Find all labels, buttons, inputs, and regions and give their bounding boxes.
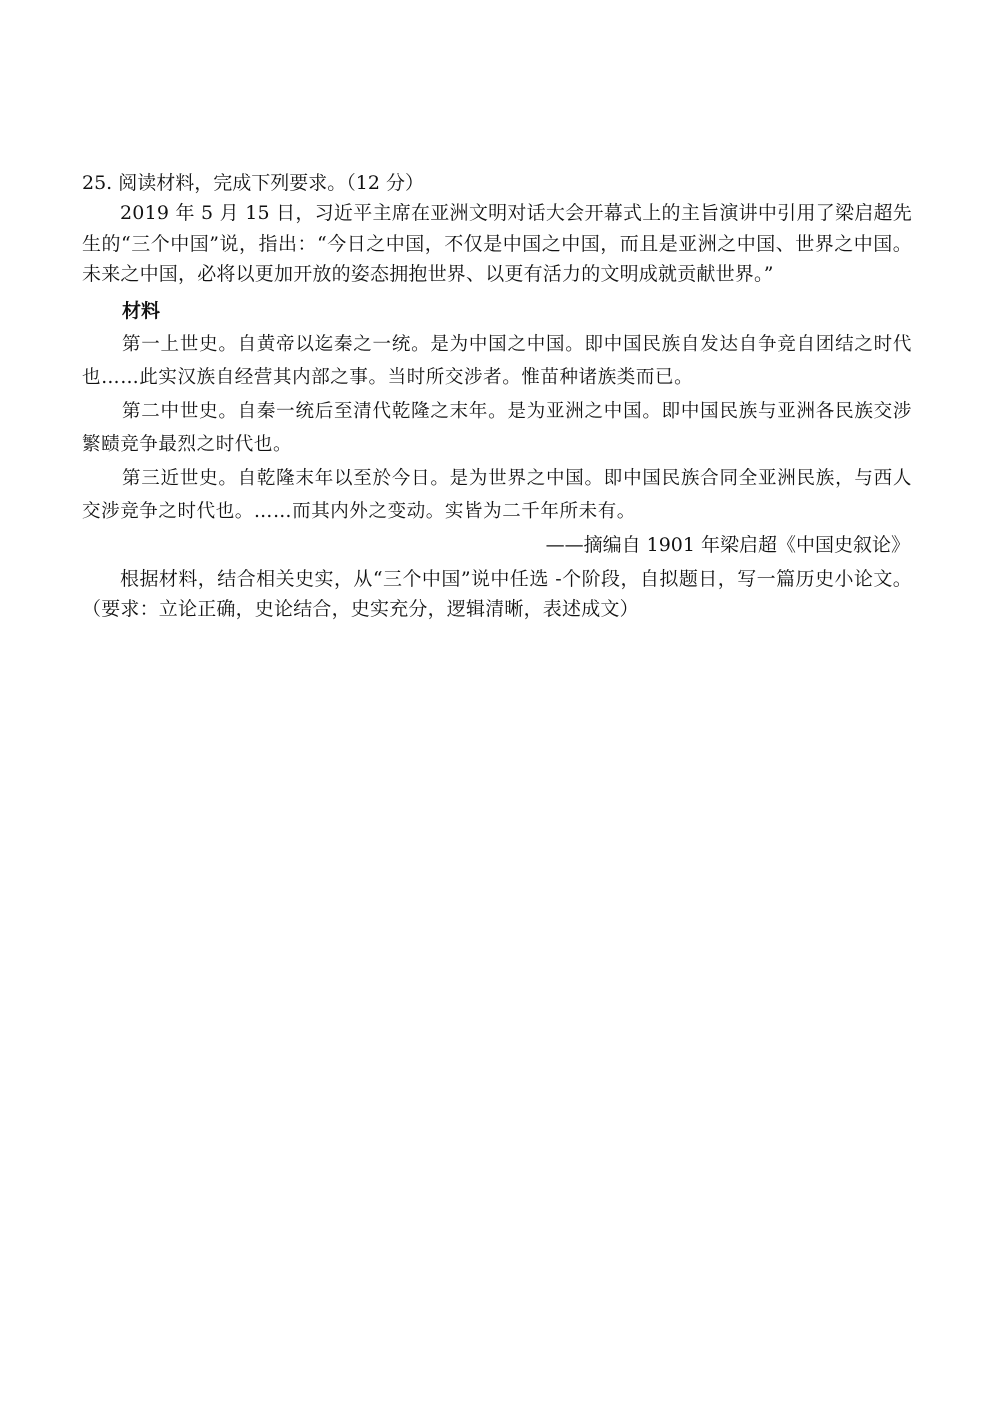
material-title: 材料 [122,299,161,322]
material-paragraph-2: 第二中世史。自秦一统后至清代乾隆之末年。是为亚洲之中国。即中国民族与亚洲各民族交涉繁赜竞争最烈之时代也。 [82,400,912,455]
question-header: 25. 阅读材料，完成下列要求。（12 分） [82,172,424,194]
task-instruction: 根据材料，结合相关史实，从“三个中国”说中任选 -个阶段，自拟题日，写一篇历史小论文。（要求：立论正确，史论结合，史实充分，逻辑清晰，表述成文） [82,567,912,620]
material-paragraph-3: 第三近世史。自乾隆末年以至於今日。是为世界之中国。即中国民族合同全亚洲民族，与西人交涉竞争之时代也。……而其内外之变动。实皆为二千年所未有。 [82,467,912,522]
material-paragraph-1: 第一上世史。自黄帝以迄秦之一统。是为中国之中国。即中国民族自发达自争竞自团结之时代也……此实汉族自经营其内部之事。当时所交涉者。惟苗种诸族类而已。 [82,333,912,388]
question-25 [82,168,912,625]
question-intro: 2019 年 5 月 15 日，习近平主席在亚洲文明对话大会开幕式上的主旨演讲中引用了梁启超先生的“三个中国”说，指出：“今日之中国，不仅是中国之中国，而且是亚洲之中国、世界之中国。未来之中国，必将以更加开放的姿态拥抱世界、以更有活力的文明成就贡献世界。” [82,202,912,285]
material-source: ——摘编自 1901 年梁启超《中国史叙论》 [545,533,910,556]
